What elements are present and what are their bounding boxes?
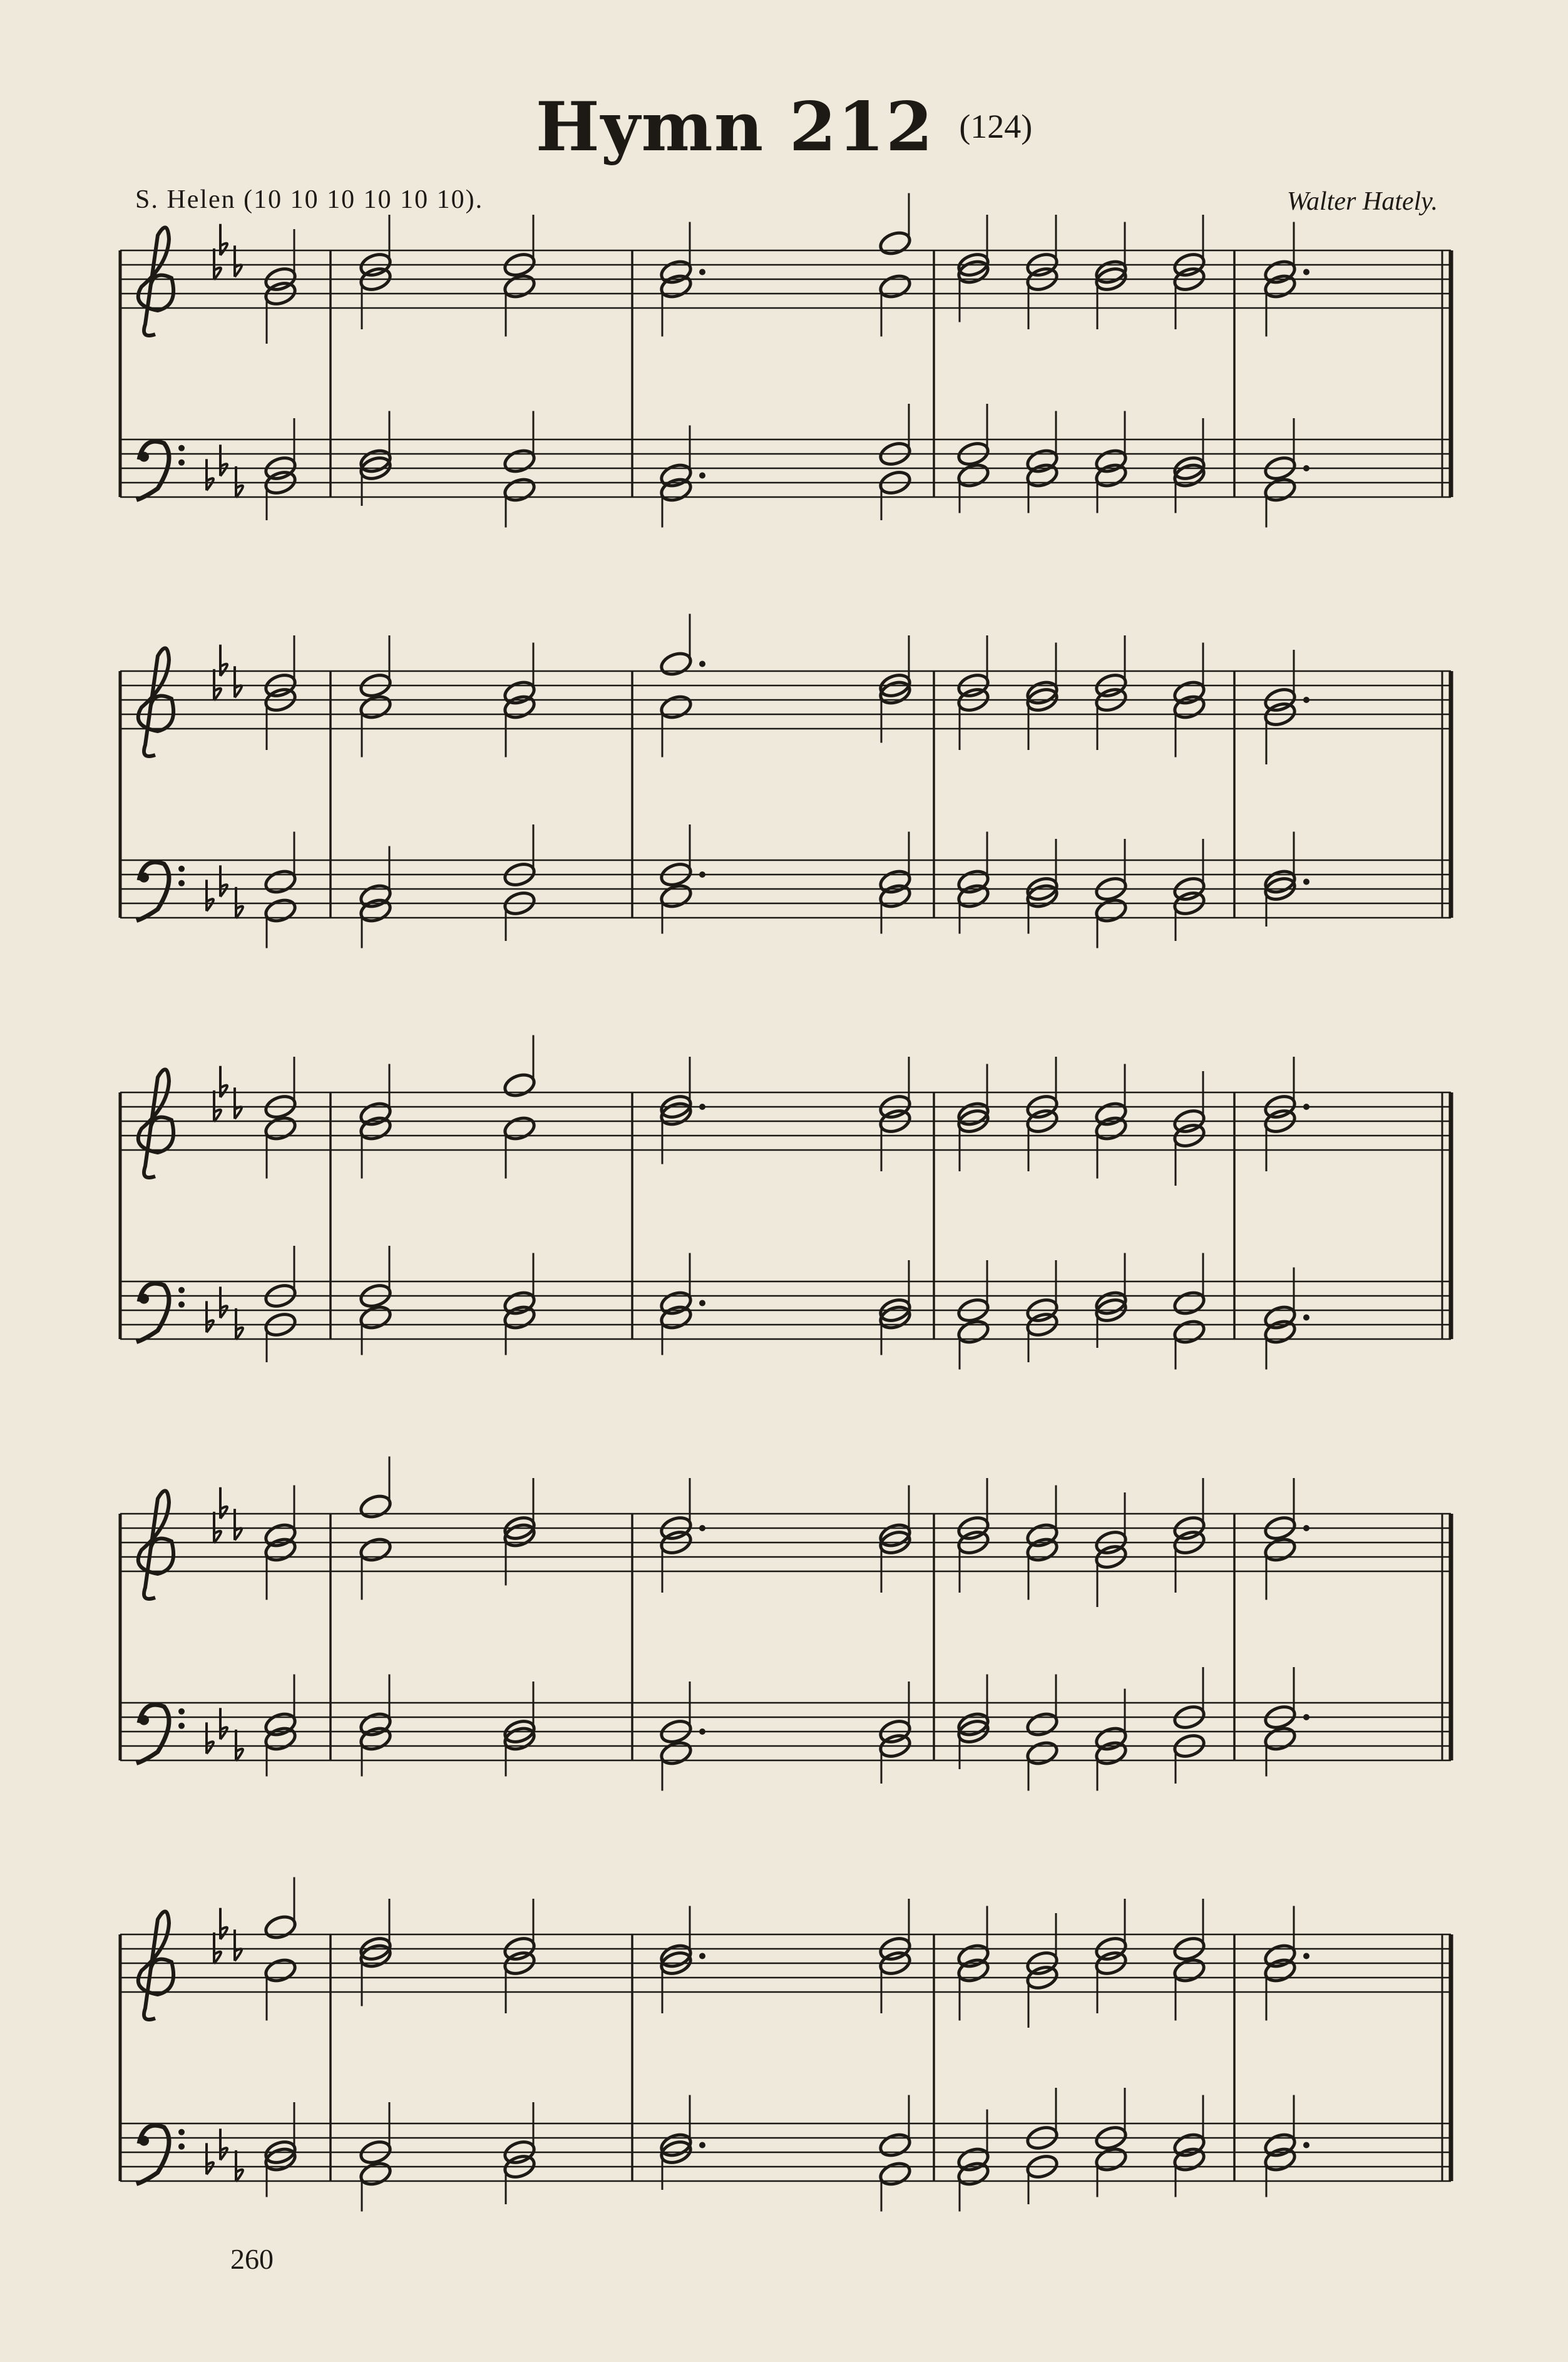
bass-note (1172, 2145, 1206, 2174)
bass-note (1094, 2145, 1128, 2174)
dot (699, 661, 705, 667)
dot (1303, 1525, 1309, 1531)
dot (1303, 1953, 1309, 1959)
dot (699, 269, 705, 275)
dot (1303, 1104, 1309, 1110)
bass-note (358, 1303, 392, 1332)
bass-clef (136, 2125, 169, 2184)
treble-note (358, 1114, 392, 1142)
composer-name: Walter Hately. (1286, 187, 1438, 216)
bass-note (502, 447, 536, 475)
page-number: 260 (230, 2243, 274, 2275)
treble-note (502, 1114, 536, 1142)
bass-clef (178, 460, 185, 466)
bass-clef (178, 1287, 185, 1293)
bass-clef (136, 1705, 169, 1763)
bass-note (358, 2160, 392, 2188)
dot (699, 1953, 705, 1959)
bass-note (1263, 1318, 1297, 1346)
bass-clef (139, 873, 149, 883)
dot (1303, 2142, 1309, 2149)
bass-note (1172, 1318, 1206, 1346)
bass-note (1263, 476, 1297, 504)
bass-note (263, 868, 297, 896)
bass-note (658, 1739, 693, 1767)
treble-clef (138, 1911, 173, 2020)
dot (1303, 1315, 1309, 1321)
treble-note (502, 272, 536, 300)
bass-note (502, 1303, 536, 1332)
dot (1303, 879, 1309, 885)
bass-note (878, 2160, 912, 2188)
bass-note (658, 1303, 693, 1332)
bass-clef (139, 1294, 149, 1304)
bass-clef (136, 862, 169, 920)
treble-note (1172, 693, 1206, 721)
bass-note (1094, 896, 1128, 925)
bass-clef (178, 1723, 185, 1729)
dot (699, 1525, 705, 1531)
bass-note (658, 882, 693, 910)
bass-clef (139, 1715, 149, 1725)
treble-note (263, 1114, 297, 1142)
dot (699, 871, 705, 878)
treble-clef (138, 227, 173, 336)
treble-note (956, 1956, 990, 1985)
bass-note (956, 1318, 990, 1346)
hymn-alt-number: (124) (959, 108, 1033, 145)
bass-clef (178, 445, 185, 451)
dot (1303, 1714, 1309, 1720)
bass-clef (136, 1283, 169, 1342)
bass-clef (178, 866, 185, 872)
dot (1303, 697, 1309, 703)
dot (699, 1728, 705, 1735)
treble-note (658, 650, 693, 678)
treble-note (358, 1492, 392, 1521)
treble-note (658, 693, 693, 721)
bass-note (1263, 1725, 1297, 1753)
bass-note (358, 1725, 392, 1753)
treble-note (658, 272, 693, 300)
bass-note (1025, 1739, 1059, 1767)
treble-clef (138, 648, 173, 756)
treble-note (263, 1913, 297, 1941)
bass-note (1025, 461, 1059, 490)
bass-note (1094, 1739, 1128, 1767)
dot (699, 2142, 705, 2149)
treble-note (263, 1536, 297, 1564)
tune-name: S. Helen (10 10 10 10 10 10). (135, 185, 484, 214)
treble-note (502, 693, 536, 721)
bass-note (1172, 1289, 1206, 1317)
dot (1303, 269, 1309, 275)
treble-note (1263, 1536, 1297, 1564)
bass-note (956, 882, 990, 910)
dot (699, 1104, 705, 1110)
treble-note (1025, 1536, 1059, 1564)
treble-note (1263, 1956, 1297, 1985)
treble-note (263, 1956, 297, 1985)
bass-note (1025, 1710, 1059, 1738)
treble-note (1094, 1114, 1128, 1142)
bass-clef (136, 441, 169, 500)
bass-clef (139, 2136, 149, 2146)
treble-note (1263, 272, 1297, 300)
bass-clef (178, 2144, 185, 2150)
bass-note (358, 896, 392, 925)
treble-note (502, 1071, 536, 1099)
dot (1303, 465, 1309, 471)
treble-note (358, 693, 392, 721)
hymn-title-main: Hymn 212 (535, 88, 935, 167)
bass-clef (178, 880, 185, 886)
bass-note (878, 882, 912, 910)
bass-note (1263, 2145, 1297, 2174)
treble-note (878, 229, 912, 257)
bass-note (263, 1725, 297, 1753)
treble-note (358, 1536, 392, 1564)
dot (699, 1300, 705, 1307)
bass-clef (178, 2129, 185, 2135)
treble-note (1172, 1956, 1206, 1985)
bass-note (263, 896, 297, 925)
bass-note (502, 476, 536, 504)
treble-note (878, 272, 912, 300)
bass-clef (178, 1708, 185, 1715)
bass-note (658, 476, 693, 504)
bass-note (1094, 461, 1128, 490)
treble-clef (138, 1491, 173, 1599)
bass-note (956, 461, 990, 490)
bass-clef (178, 1302, 185, 1308)
treble-clef (138, 1069, 173, 1178)
bass-clef (139, 452, 149, 462)
bass-note (956, 2160, 990, 2188)
dot (699, 473, 705, 479)
bass-note (878, 2131, 912, 2159)
